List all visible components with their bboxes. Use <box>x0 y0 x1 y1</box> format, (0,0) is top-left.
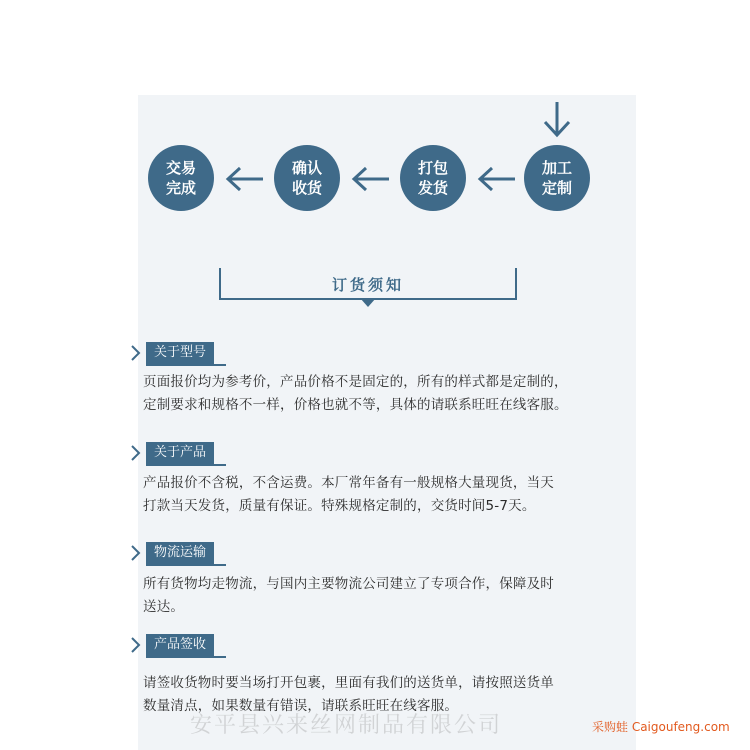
step-confirm-receipt <box>274 145 340 211</box>
step-line1: 加工 <box>541 159 572 177</box>
chevron-right-icon <box>130 636 142 654</box>
section-label-model: 关于型号 <box>146 342 214 364</box>
text-line: 打款当天发货，质量有保证。特殊规格定制的，交货时间5-7天。 <box>143 498 536 514</box>
step-line1: 确认 <box>291 159 322 177</box>
step-custom-process <box>524 145 590 211</box>
section-rule <box>146 464 226 466</box>
chevron-right-icon <box>130 344 142 362</box>
section-text-product <box>143 472 613 518</box>
company-watermark: 安平县兴来丝网制品有限公司 <box>190 713 503 738</box>
arrow-down-icon <box>542 100 572 140</box>
chevron-right-icon <box>130 444 142 462</box>
text-line: 页面报价均为参考价，产品价格不是固定的，所有的样式都是定制的， <box>143 374 568 390</box>
arrow-left-icon <box>225 166 265 192</box>
section-text-model <box>143 371 613 417</box>
section-rule <box>146 656 226 658</box>
text-line: 数量清点，如果数量有错误，请联系旺旺在线客服。 <box>143 698 459 714</box>
text-line: 产品报价不含税，不含运费。本厂常年备有一般规格大量现货，当天 <box>143 475 554 491</box>
step-line2: 发货 <box>417 179 448 197</box>
step-line2: 完成 <box>165 179 196 197</box>
notice-title: 订货须知 <box>331 276 404 294</box>
section-label-product: 关于产品 <box>146 442 214 464</box>
section-label-logistics: 物流运输 <box>146 542 214 564</box>
step-trade-complete <box>148 145 214 211</box>
step-line1: 打包 <box>417 159 448 177</box>
section-label-receipt: 产品签收 <box>146 634 214 656</box>
pointer-down-icon <box>360 298 376 308</box>
step-line2: 收货 <box>291 179 322 197</box>
notice-header <box>219 268 517 300</box>
text-line: 定制要求和规格不一样，价格也就不等，具体的请联系旺旺在线客服。 <box>143 397 568 413</box>
section-rule <box>146 564 226 566</box>
arrow-left-icon <box>351 166 391 192</box>
step-pack-ship <box>400 145 466 211</box>
section-rule <box>146 364 226 366</box>
text-line: 请签收货物时要当场打开包裹，里面有我们的送货单，请按照送货单 <box>143 675 554 691</box>
arrow-left-icon <box>477 166 517 192</box>
section-text-logistics <box>143 573 613 619</box>
brand-logo: 采购蛙 Caigoufeng.com <box>592 720 730 734</box>
step-line2: 定制 <box>541 179 572 197</box>
step-line1: 交易 <box>165 159 196 177</box>
chevron-right-icon <box>130 544 142 562</box>
text-line: 所有货物均走物流，与国内主要物流公司建立了专项合作，保障及时 <box>143 576 554 592</box>
text-line: 送达。 <box>143 599 185 615</box>
